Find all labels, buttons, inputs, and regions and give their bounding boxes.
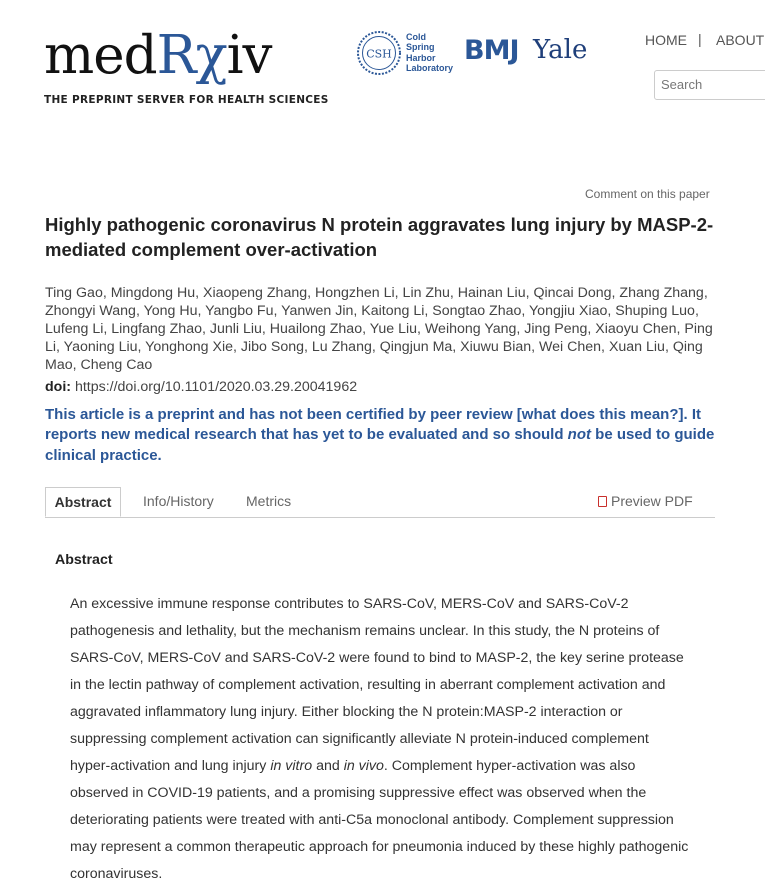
tab-bar bbox=[45, 487, 715, 518]
tagline: THE PREPRINT SERVER FOR HEALTH SCIENCES bbox=[44, 94, 329, 106]
csh-logo-icon[interactable] bbox=[356, 30, 402, 76]
csh-line: Harbor bbox=[406, 52, 436, 63]
csh-line: Laboratory bbox=[406, 63, 454, 74]
preview-pdf-link[interactable] bbox=[598, 487, 693, 517]
pdf-icon bbox=[598, 496, 607, 507]
bmj-logo[interactable]: BMJ bbox=[464, 35, 519, 66]
abstract-part: An excessive immune response contributes to SARS-CoV, MERS-CoV and SARS-CoV-2 pathogenesis and lethality, but the mechanism remains unclear. In this study, the N proteins of SARS-CoV, MERS-CoV and SARS-CoV-2 were found to bind to MASP-2, the key serine protease in the lectin pathway of complement activation, resulting in aberrant complement activation and aggravated inflammatory lung injury. Either blocking the N protein:MASP-2 interaction or suppressing complement activation can significantly alleviate N protein-induced complement hyper-activation and lung injury bbox=[70, 596, 684, 774]
author-list[interactable]: Ting Gao, Mingdong Hu, Xiaopeng Zhang, Hongzhen Li, Lin Zhu, Hainan Liu, Qincai Dong, Zhang Zhang, Zhongyi Wang, Yong Hu, Yangbo Fu, Yanwen Jin, Kaitong Li, Songtao Zhao, Yongjiu Xiao, Shuping Luo, Lufeng Li, Lingfang Zhao, Junli Liu, Huailong Zhao, Yue Liu, Weihong Yang, Jing Peng, Xiaoyu Chen, Ping Li, Yaoning Liu, Yonghong Xie, Jibo Song, Lu Zhang, Qingjun Ma, Xiuwu Bian, Wei Chen, Xuan Liu, Qing Mao, Cheng Cao bbox=[45, 285, 713, 374]
abstract-heading: Abstract bbox=[55, 552, 113, 568]
csh-line: Spring bbox=[406, 42, 435, 53]
search-input[interactable] bbox=[655, 71, 761, 92]
preprint-notice bbox=[45, 405, 720, 466]
notice-emphasis: not bbox=[567, 426, 591, 444]
tab-abstract[interactable]: Abstract bbox=[45, 487, 121, 517]
nav-about-link[interactable]: ABOUT bbox=[716, 32, 765, 48]
search-box bbox=[654, 70, 765, 100]
yale-logo[interactable]: Yale bbox=[533, 35, 588, 65]
doi-link[interactable]: https://doi.org/10.1101/2020.03.29.20041962 bbox=[74, 379, 358, 395]
csh-name bbox=[406, 32, 453, 74]
article-title: Highly pathogenic coronavirus N protein aggravates lung injury by MASP-2-mediated complement over-activation bbox=[45, 214, 714, 260]
abstract-emphasis: in vivo bbox=[343, 758, 384, 774]
abstract-part: . Complement hyper-activation was also observed in COVID-19 patients, and a promising suppressive effect was observed when the deteriorating patients were treated with anti-C5a monoclonal antibody. Complement suppression may represent a common therapeutic approach for pneumonia induced by these highly pathogenic coronaviruses. bbox=[70, 758, 689, 882]
logo-iv: iv bbox=[226, 25, 272, 86]
abstract-text bbox=[70, 591, 690, 888]
nav-separator: | bbox=[698, 31, 702, 47]
tab-metrics[interactable]: Metrics bbox=[246, 493, 292, 509]
doi-label: doi: bbox=[45, 379, 71, 395]
notice-text-end: be used to guide clinical practice. bbox=[45, 426, 715, 464]
abstract-emphasis: in vitro bbox=[270, 758, 313, 774]
medrxiv-logo[interactable] bbox=[44, 26, 272, 86]
csh-line: Cold bbox=[406, 32, 426, 42]
csh-badge-text: CSH bbox=[366, 47, 392, 61]
abstract-part: and bbox=[312, 758, 344, 774]
notice-text[interactable]: This article is a preprint and has not been certified by peer review [what does this mean?]. It reports new medical research that has yet to be evaluated and so should bbox=[45, 406, 701, 444]
preview-pdf-label: Preview PDF bbox=[611, 493, 693, 509]
tab-info-history[interactable]: Info/History bbox=[143, 493, 214, 509]
doi-line bbox=[45, 379, 357, 395]
nav-home-link[interactable]: HOME bbox=[645, 32, 687, 48]
logo-med: med bbox=[44, 25, 157, 86]
logo-rx: Rχ bbox=[156, 25, 227, 86]
comment-link[interactable]: Comment on this paper bbox=[585, 187, 710, 201]
